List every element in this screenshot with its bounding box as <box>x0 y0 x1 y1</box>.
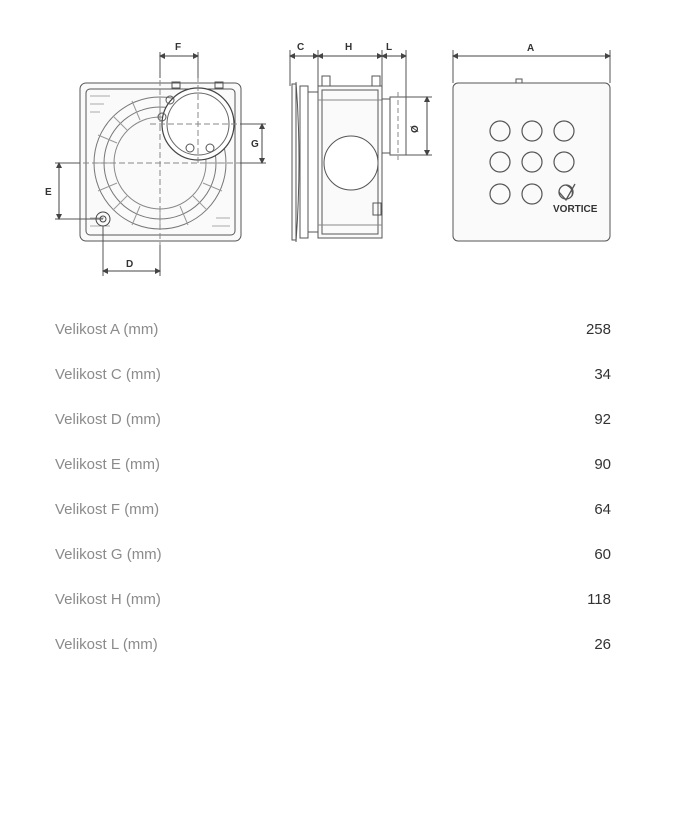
spec-label: Velikost G (mm) <box>55 546 162 563</box>
spec-row-c <box>55 352 611 397</box>
spec-row-l <box>55 622 611 667</box>
spec-row-h <box>55 577 611 622</box>
dim-label-h: H <box>345 42 353 53</box>
spec-label: Velikost D (mm) <box>55 411 161 428</box>
front-view-drawing <box>55 52 266 276</box>
spec-value: 34 <box>594 366 611 383</box>
dim-label-d: D <box>126 259 134 270</box>
spec-row-a <box>55 307 611 352</box>
spec-label: Velikost L (mm) <box>55 636 158 653</box>
dim-label-c: C <box>297 42 305 53</box>
dim-label-diameter: Ø <box>410 125 421 133</box>
spec-value: 258 <box>585 321 611 338</box>
spec-value: 26 <box>594 636 611 653</box>
brand-logo-text: VORTICE <box>553 204 598 215</box>
spec-row-e <box>55 442 611 487</box>
spec-row-f <box>55 487 611 532</box>
spec-value: 60 <box>594 546 611 563</box>
spec-value: 90 <box>594 456 611 473</box>
spec-label: Velikost H (mm) <box>55 591 161 608</box>
side-view-drawing <box>290 50 432 242</box>
spec-value: 92 <box>594 411 611 428</box>
spec-row-g <box>55 532 611 577</box>
dim-label-a: A <box>527 43 535 54</box>
spec-value: 118 <box>587 591 611 608</box>
dim-label-g: G <box>251 139 259 150</box>
spec-label: Velikost E (mm) <box>55 456 161 473</box>
dim-label-l: L <box>386 42 393 53</box>
dim-label-f: F <box>175 42 182 53</box>
spec-label: Velikost A (mm) <box>55 321 159 338</box>
dim-label-e: E <box>45 187 52 198</box>
spec-row-d <box>55 397 611 442</box>
spec-label: Velikost C (mm) <box>55 366 161 383</box>
technical-drawing <box>0 0 686 290</box>
spec-label: Velikost F (mm) <box>55 501 160 518</box>
specifications-table <box>55 307 611 667</box>
spec-value: 64 <box>594 501 611 518</box>
